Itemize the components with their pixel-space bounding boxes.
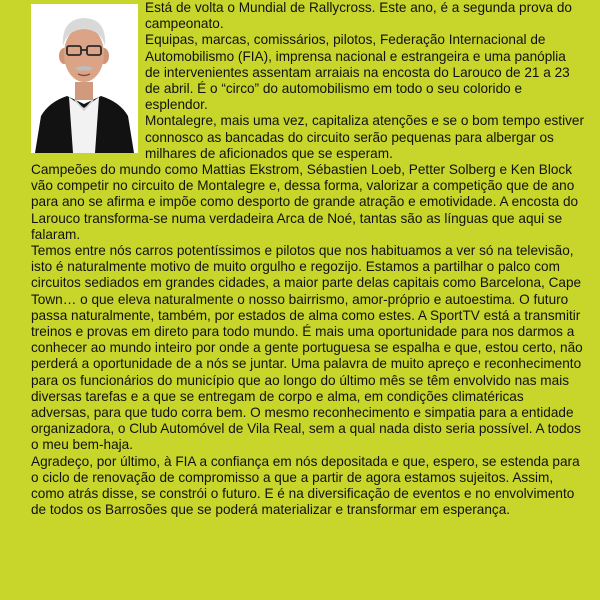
- paragraph-2: Equipas, marcas, comissários, pilotos, Federação Internacional de Automobilismo (FIA), imprensa nacional e estrangeira e uma panóplia de intervenientes assentam arraiais na encosta do Larouco de 21 a 23 de abril. É o “circo” do automobilismo em todo o seu colorido e esplendor.: [145, 32, 570, 113]
- paragraph-4: Campeões do mundo como Mattias Ekstrom, Sébastien Loeb, Petter Solberg e Ken Block vão competir no circuito de Montalegre e, dessa forma, valorizar a competição que de ano para ano se afirma e impõe como desporto de grande atração e emotividade. A encosta do Larouco transforma-se numa verdadeira Arca de Noé, tantas são as línguas que aqui se falaram.: [31, 162, 579, 242]
- paragraph-6: Agradeço, por último, à FIA a confiança em nós depositada e que, espero, se estenda para o ciclo de renovação de compromisso a que a partir de agora estamos sujeitos. Assim, como atrás disse, se constrói o futuro. E é na diversificação de eventos e no envolvimento de todos os Barrosões que se poderá materializar e transformar em esperança.: [31, 453, 580, 518]
- paragraph-5: Temos entre nós carros potentíssimos e pilotos que nos habituamos a ver só na televisão, isto é naturalmente motivo de muito orgulho e regozijo. Estamos a partilhar o palco com circuitos sediados em grandes cidades, a maior parte delas capitais como Barcelona, Cape Town… o que eleva naturalmente o nosso bairrismo, amor-próprio e autoestima. O futuro passa naturalmente, também, por estados de alma como estes. A SportTV está a transmitir treinos e provas em direto para todo mundo. É mais uma oportunidade para nos darmos a conhecer ao mundo inteiro por onde a gente portuguesa se espalha e que, estou certo, não perderá a oportunidade de a nós se juntar. Uma palavra de muito apreço e reconhecimento para os funcionários do município que ao longo do último mês se têm envolvido nas mais diversas tarefas e a que se entregam de corpo e alma, em condições climatéricas adversas, para que tudo corra bem. O mesmo reconhecimento e simpatia para a entidade organizadora, o Club Automóvel de Vila Real, sem a qual nada disto seria possível. A todos o meu bem-haja.: [31, 243, 583, 453]
- paragraph-3: Montalegre, mais uma vez, capitaliza atenções e se o bom tempo estiver connosco as bancadas do circuito serão pequenas para albergar os milhares de aficionados que se esperam.: [145, 113, 584, 161]
- article-body: [31, 0, 584, 519]
- paragraph-1: Está de volta o Mundial de Rallycross. Este ano, é a segunda prova do campeonato.: [145, 0, 572, 32]
